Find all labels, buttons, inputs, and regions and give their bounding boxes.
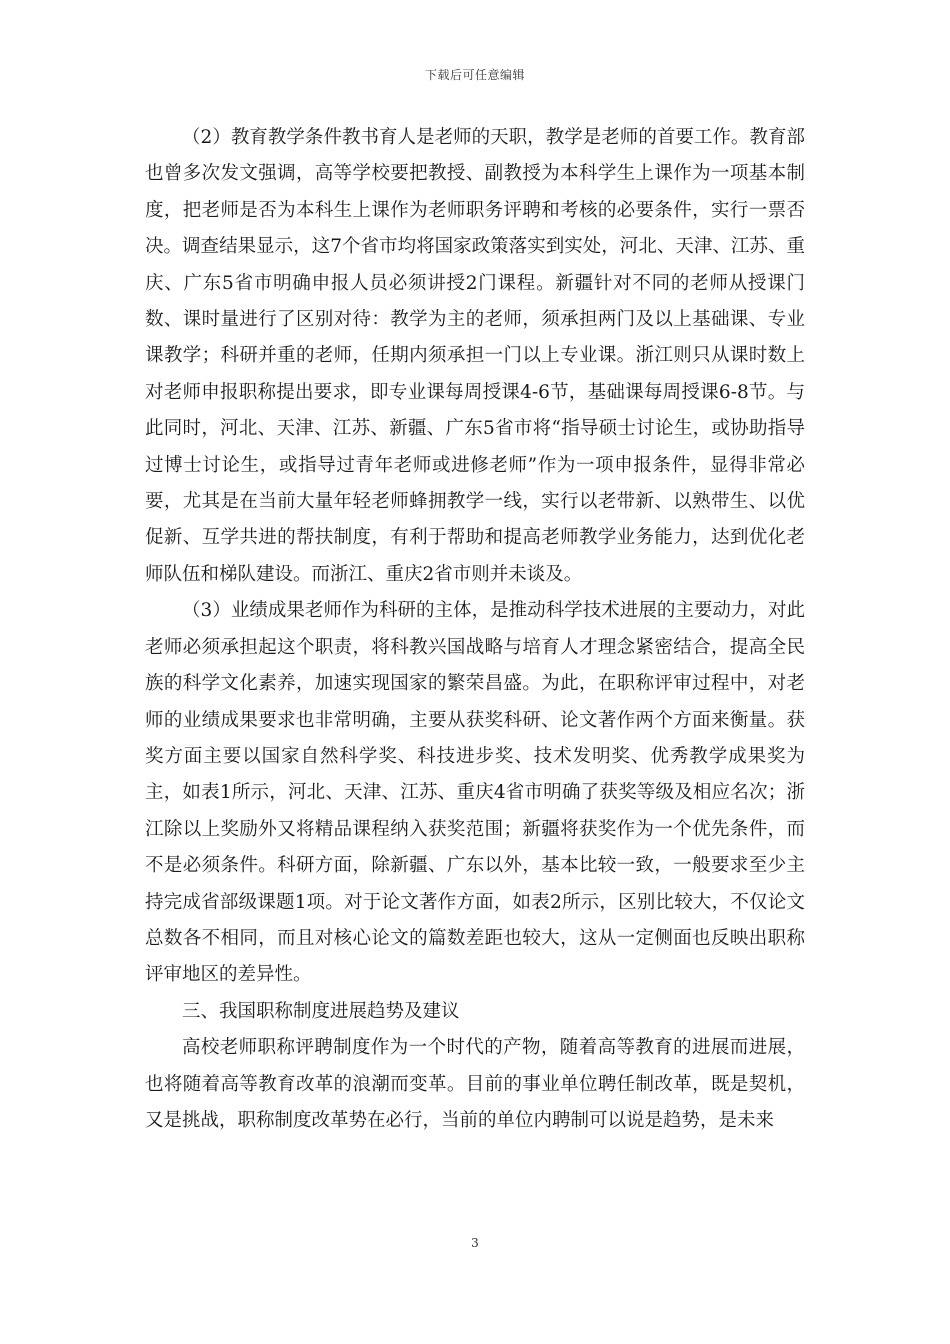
page-header: 下载后可任意编辑 [424, 68, 525, 82]
paragraph-achievements: （3）业绩成果老师作为科研的主体，是推动科学技术进展的主要动力，对此老师必须承担起这个职责，将科教兴国战略与培育人才理念紧密结合，提高全民族的科学文化素养，加速实现国家的繁荣昌盛。为此，在职称评审过程中，对老师的业绩成果要求也非常明确，主要从获奖科研、论文著作两个方面来衡量。获奖方面主要以国家自然科学奖、科技进步奖、技术发明奖、优秀教学成果奖为主，如表1所示，河北、天津、江苏、重庆4省市明确了获奖等级及相应名次；浙江除以上奖励外又将精品课程纳入获奖范围；新疆将获奖作为一个优先条件，而不是必须条件。科研方面，除新疆、广东以外，基本比较一致，一般要求至少主持完成省部级课题1项。对于论文著作方面，如表2所示，区别比较大，不仅论文总数各不相同，而且对核心论文的篇数差距也较大，这从一定侧面也反映出职称评审地区的差异性。 [145, 600, 805, 986]
paragraph-teaching-conditions: （2）教育教学条件教书育人是老师的天职，教学是老师的首要工作。教育部也曾多次发文强调，高等学校要把教授、副教授为本科学生上课作为一项基本制度，把老师是否为本科生上课作为老师职务评聘和考核的必要条件，实行一票否决。调查结果显示，这7个省市均将国家政策落实到实处，河北、天津、江苏、重庆、广东5省市明确申报人员必须讲授2门课程。新疆针对不同的老师从授课门数、课时量进行了区别对待：教学为主的老师，须承担两门及以上基础课、专业课教学；科研并重的老师，任期内须承担一门以上专业课。浙江则只从课时数上对老师申报职称提出要求，即专业课每周授课4-6节，基础课每周授课6-8节。与此同时，河北、天津、江苏、新疆、广东5省市将“指导硕士讨论生，或协助指导过博士讨论生，或指导过青年老师或进修老师”作为一项申报条件，显得非常必要，尤其是在当前大量年轻老师蜂拥教学一线，实行以老带新、以熟带生、以优促新、互学共进的帮扶制度，有利于帮助和提高老师教学业务能力，达到优化老师队伍和梯队建设。而浙江、重庆2省市则并未谈及。 [145, 127, 805, 585]
page-number: 3 [471, 1236, 479, 1250]
section-heading: 三、我国职称制度进展趋势及建议 [182, 1000, 460, 1022]
paragraph-trends: 高校老师职称评聘制度作为一个时代的产物，随着高等教育的进展而进展，也将随着高等教育改革的浪潮而变革。目前的事业单位聘任制改革，既是契机，又是挑战，职称制度改革势在必行，当前的单位内聘制可以说是趋势，是未来 [145, 1037, 805, 1131]
document-body [145, 120, 805, 1139]
